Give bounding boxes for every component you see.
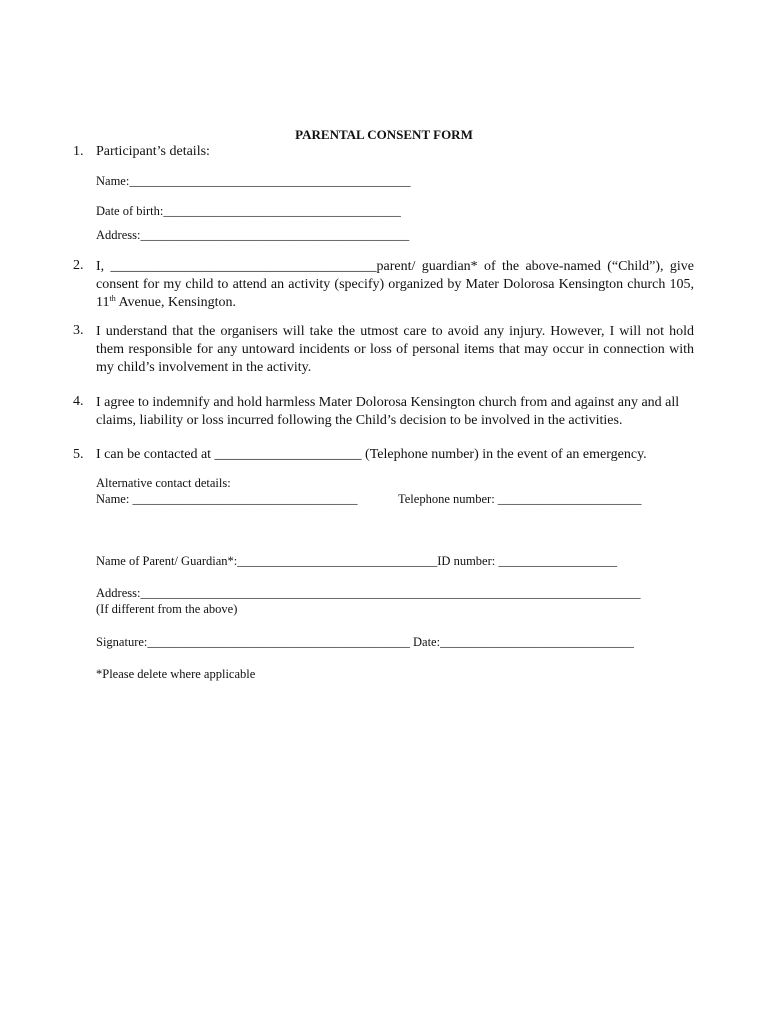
item-3-line-1: I understand that the organisers will take the utmost care to avoid any injury. However, I will not hold (96, 324, 694, 339)
parent-address-field[interactable]: Address:________________________________________________________________________________ (96, 586, 641, 600)
signature-date-field[interactable]: Signature:__________________________________________ Date:_______________________________ (96, 635, 634, 649)
item-4-number: 4. (73, 394, 84, 409)
item-4-line-1: I agree to indemnify and hold harmless Mater Dolorosa Kensington church from and against any and all (96, 395, 680, 410)
page-title: PARENTAL CONSENT FORM (295, 127, 473, 142)
item-1-number: 1. (73, 144, 84, 159)
item-3-line-2: them responsible for any untoward incidents or loss of personal items that may occur in connection with (96, 342, 694, 357)
item-3-number: 3. (73, 323, 84, 338)
item-5-number: 5. (73, 447, 84, 462)
participant-name-field[interactable]: Name:_____________________________________________ (96, 174, 411, 188)
address-note: (If different from the above) (96, 602, 238, 616)
footnote: *Please delete where applicable (96, 667, 256, 681)
alternative-name-field[interactable]: Name: ____________________________________ (96, 492, 358, 506)
item-3-line-3: my child’s involvement in the activity. (96, 360, 312, 375)
item-4-line-2: claims, liability or loss incurred following the Child’s decision to be involved in the activities. (96, 413, 623, 428)
item-2-line-3: 11th Avenue, Kensington. (96, 294, 236, 310)
participant-dob-field[interactable]: Date of birth:______________________________________ (96, 204, 401, 218)
participant-address-field[interactable]: Address:___________________________________________ (96, 228, 410, 242)
item-2-number: 2. (73, 258, 84, 273)
parent-name-id-field[interactable]: Name of Parent/ Guardian*:________________________________ID number: ___________________ (96, 554, 618, 568)
item-1-heading: Participant’s details: (96, 144, 210, 159)
item-4-paragraph (96, 394, 694, 430)
item-3-paragraph (96, 323, 694, 377)
item-2-line-2: consent for my child to attend an activity (specify) organized by Mater Dolorosa Kensington church 105, (96, 277, 694, 292)
emergency-contact-line[interactable]: I can be contacted at _____________________ (Telephone number) in the event of an emergency. (96, 447, 647, 462)
item-2-line-1[interactable]: I, ______________________________________parent/ guardian* of the above-named (“Child”), give (96, 259, 694, 274)
alternative-contact-heading: Alternative contact details: (96, 476, 231, 490)
item-2-paragraph (96, 258, 694, 312)
alternative-telephone-field[interactable]: Telephone number: _______________________ (398, 492, 642, 506)
